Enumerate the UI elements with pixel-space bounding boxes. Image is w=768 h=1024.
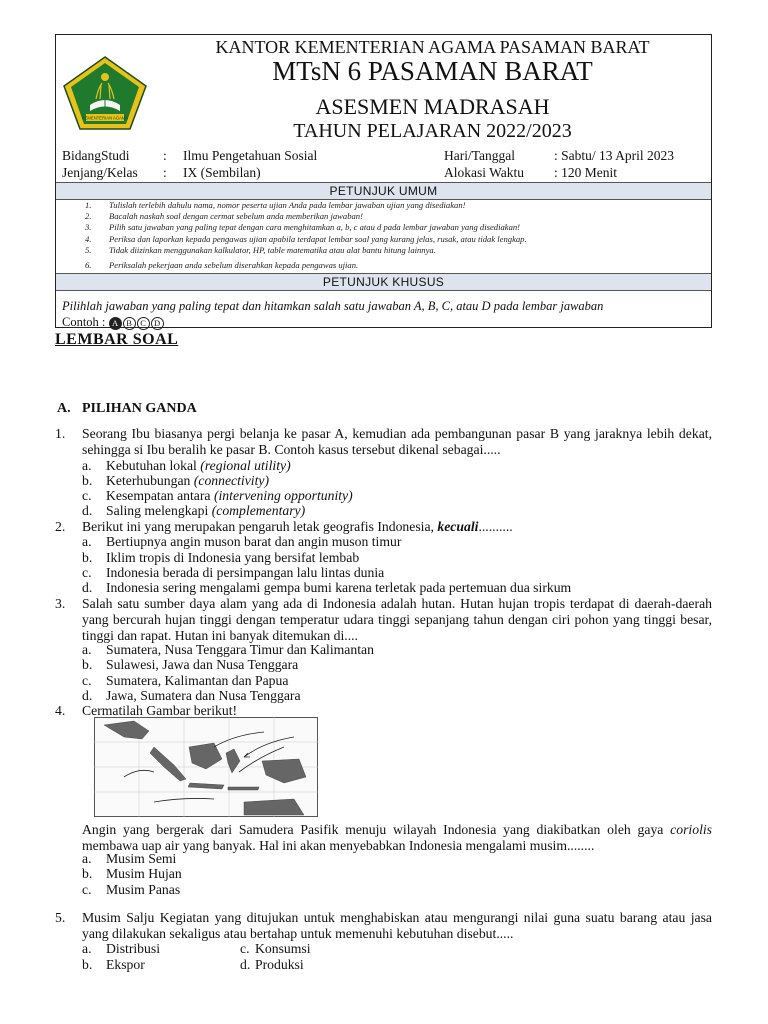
subject-label: BidangStudi (62, 148, 130, 163)
lembar-soal-title: LEMBAR SOAL (55, 331, 179, 348)
question-text: Seorang Ibu biasanya pergi belanja ke pasar A, kemudian ada pembangunan pasar B yang jaraknya lebih dekat, sehingga si Ibu beralih ke pasar B. Contoh kasus tersebut dikenal sebagai..... (82, 426, 712, 457)
option: a. Sumatera, Nusa Tenggara Timur dan Kalimantan (82, 642, 374, 657)
instruction-item: 3. Pilih satu jawaban yang paling tepat dengan cara menghitamkan a, b, c atau d pada lembar jawaban yang disediakan! (85, 222, 521, 232)
option: b. Iklim tropis di Indonesia yang bersifat lembab (82, 550, 360, 565)
option: a. Musim Semi (82, 851, 177, 866)
option: c. Konsumsi (240, 941, 311, 956)
option: b. Musim Hujan (82, 866, 182, 881)
option: b. Keterhubungan (connectivity) (82, 473, 270, 488)
question-text: Musim Salju Kegiatan yang ditujukan untuk menghabiskan atau mengurangi nilai guna suatu barang atau jasa yang dilakukan sekaligus atau bertahap untuk memenuhi kebutuhan disebut..... (82, 910, 712, 941)
option: b. Sulawesi, Jawa dan Nusa Tenggara (82, 657, 299, 672)
answer-bubble-filled: A (109, 317, 122, 330)
instruction-item: 2. Bacalah naskah soal dengan cermat sebelum anda memberikan jawaban! (85, 211, 363, 221)
instruction-item: 4. Periksa dan laporkan kepada pengawas ujian apabila terdapat lembar soal yang kurang jelas, rusak, atau tidak lengkap. (85, 234, 527, 244)
colon: : (163, 165, 167, 180)
indonesia-wind-map (94, 717, 318, 817)
subject-value: Ilmu Pengetahuan Sosial (183, 148, 318, 163)
colon: : (163, 148, 167, 163)
answer-bubble: C (137, 317, 150, 330)
option: c. Kesempatan antara (intervening opportunity) (82, 488, 353, 503)
class-label: Jenjang/Kelas (62, 165, 138, 180)
option: c. Indonesia berada di persimpangan lalu lintas dunia (82, 565, 385, 580)
option: a. Kebutuhan lokal (regional utility) (82, 458, 291, 473)
question-text: Berikut ini yang merupakan pengaruh letak geografis Indonesia, kecuali.......... (82, 519, 513, 534)
date-label: Hari/Tanggal (444, 148, 516, 163)
instruction-item: 6. Periksalah pekerjaan anda sebelum diserahkan kepada pengawas ujian. (85, 260, 359, 270)
petunjuk-khusus-heading: PETUNJUK KHUSUS (56, 273, 711, 291)
answer-bubble: B (123, 317, 136, 330)
petunjuk-khusus-text: Pilihlah jawaban yang paling tepat dan hitamkan salah satu jawaban A, B, C, atau D pada lembar jawaban (62, 299, 604, 313)
time-label: Alokasi Waktu (444, 165, 525, 180)
question-intro: Cermatilah Gambar berikut! (82, 703, 238, 718)
petunjuk-umum-heading: PETUNJUK UMUM (56, 182, 711, 200)
office-title: KANTOR KEMENTERIAN AGAMA PASAMAN BARAT (215, 37, 650, 57)
option: b. Ekspor (82, 957, 145, 972)
exam-title: ASESMEN MADRASAH (315, 94, 550, 119)
option: d. Saling melengkapi (complementary) (82, 503, 306, 518)
year-title: TAHUN PELAJARAN 2022/2023 (293, 120, 572, 142)
contoh-example: Contoh : A B C D (62, 315, 165, 330)
option: d. Jawa, Sumatera dan Nusa Tenggara (82, 688, 301, 703)
option: a. Bertiupnya angin muson barat dan angin muson timur (82, 534, 402, 549)
date-value: : Sabtu/ 13 April 2023 (554, 148, 675, 163)
section-heading: A. PILIHAN GANDA (57, 401, 197, 416)
class-value: IX (Sembilan) (183, 165, 261, 180)
kemenag-logo (62, 55, 148, 131)
option: c. Musim Panas (82, 882, 181, 897)
svg-text:KEMENTERIAN AGAMA: KEMENTERIAN AGAMA (81, 115, 129, 121)
school-title: MTsN 6 PASAMAN BARAT (272, 56, 593, 86)
option: d. Indonesia sering mengalami gempa bumi karena terletak pada pertemuan dua sirkum (82, 580, 572, 595)
option: c. Sumatera, Kalimantan dan Papua (82, 673, 289, 688)
question-text: Salah satu sumber daya alam yang ada di Indonesia adalah hutan. Hutan hujan tropis terdapat di daerah-daerah yang bercurah hujan tinggi dengan temperatur udara tinggi sepanjang tahun dengan ciri pohon yang tinggi besar, tinggi dan rapat. Hutan ini banyak ditemukan di.... (82, 596, 712, 643)
time-value: : 120 Menit (554, 165, 617, 180)
question-text: Angin yang bergerak dari Samudera Pasifik menuju wilayah Indonesia yang diakibatkan oleh gaya coriolis membawa uap air yang banyak. Hal ini akan menyebabkan Indonesia mengalami musim........ (82, 822, 712, 853)
instruction-item: 1. Tulislah terlebih dahulu nama, nomor peserta ujian Anda pada lembar jawaban ujian yang disediakan! (85, 200, 466, 210)
instruction-item: 5. Tidak diizinkan menggunakan kalkulator, HP, table matematika atau alat bantu hitung lainnya. (85, 245, 436, 255)
option: a. Distribusi (82, 941, 160, 956)
answer-bubble: D (151, 317, 164, 330)
option: d. Produksi (240, 957, 304, 972)
